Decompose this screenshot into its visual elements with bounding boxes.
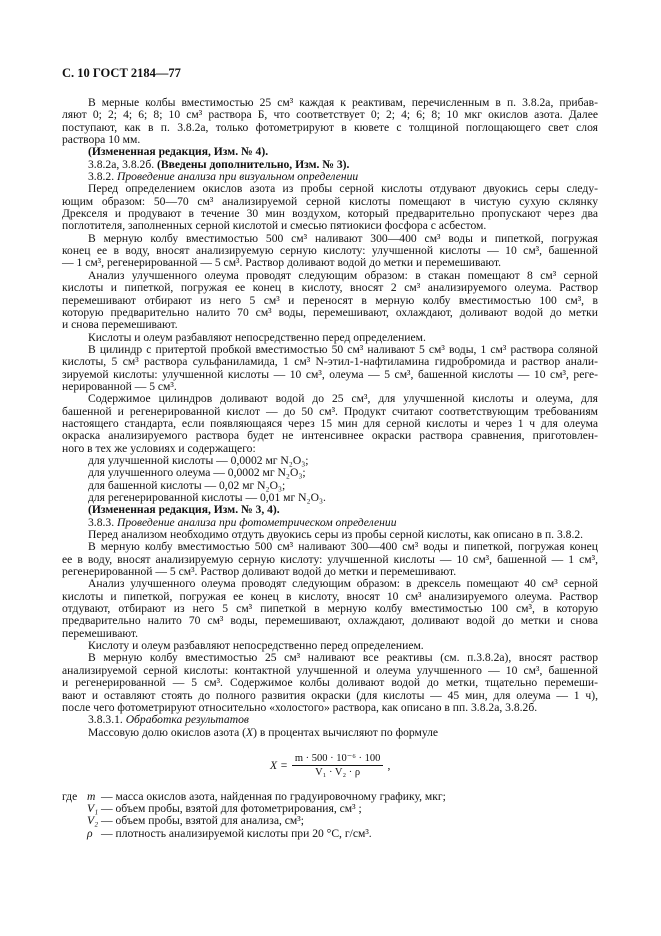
paragraph-line: ного в тех же условиях и содержащего: <box>62 441 256 455</box>
paragraph-line: кислоты и пипеткой, погружая ее конец в кислоту, вносят 2 см³ анализируемого олеума. Раствор <box>62 281 598 295</box>
paragraph-line: Кислоты и олеум разбавляют непосредственно перед определением. <box>88 330 426 344</box>
text-run: 3.8.3. <box>88 515 117 529</box>
italic-text: Проведение анализа при фотометрическом определении <box>116 515 397 529</box>
paragraph-line: нерированной — 5 см³. <box>62 379 177 393</box>
legend-symbol: V₂ <box>87 814 99 828</box>
paragraph-line: кислоты, 5 см³ раствора сульфаниламида, 1 см³ N-этил-1-нафтиламина гидробромида и раствор анали- <box>62 355 598 369</box>
paragraph-line: которую предварительно налито 70 см³ воды, перемешивают, охлаждают, доливают водой до метки <box>62 305 598 319</box>
paragraph-line: башенной и регенерированной кислот — до 50 см³. Продукт считают соответствующим требованиям <box>62 404 598 418</box>
paragraph-line: для регенерированной кислоты — 0,01 мг N₂O₃. <box>88 491 326 504</box>
paragraph-line: предварительно налито 70 см³ воды, перемешивают, охлаждают, доливают водой до метки и снова <box>62 614 598 628</box>
legend-text: — объем пробы, взятой для анализа, см³; <box>101 814 304 828</box>
paragraph-line: конец ее в воду, вносят анализируемую серную кислоту: улучшенной кислоты — 10 см³, башенной <box>62 244 598 258</box>
bold-text: (Измененная редакция, Изм. № 4). <box>88 145 269 159</box>
legend-symbol: V₁ <box>87 802 99 816</box>
paragraph-line: В мерную колбу вместимостью 500 см³ наливают 300—400 см³ воды и пипеткой, погружая конец <box>88 540 598 554</box>
paragraph-line: зируемой кислоты: улучшенной кислоты — 10 см³, олеума — 5 см³, башенной кислоты — 10 см³, реге- <box>62 367 598 381</box>
paragraph-line: перемешивают отбирают из него 5 см³ и переносят в мерную колбу вместимостью 100 см³, в <box>62 293 598 307</box>
text-run: Массовую долю окислов азота ( <box>88 725 247 739</box>
paragraph-line: Анализ улучшенного олеума проводят следующим образом: в дрексель помещают 40 см³ серной <box>88 577 598 591</box>
legend-row <box>62 815 446 827</box>
italic-text: Проведение анализа при визуальном определении <box>116 170 359 184</box>
text-run: 3.8.2. <box>88 170 117 184</box>
formula-lhs: X = <box>270 758 288 772</box>
text-run: ) в процентах вычисляют по формуле <box>253 725 439 739</box>
paragraph-line: отдувают, отбирают из него 5 см³ пипеткой в мерную колбу вместимостью 100 см³, в которую <box>62 602 598 616</box>
paragraph-line: после чего фотометрируют относительно «холостого» раствора, как описано в пп. 3.8.2а, 3.8.2б. <box>62 700 538 714</box>
paragraph-line: поглотителя, заполненных серной кислотой и смесью пятиокиси фосфора с асбестом. <box>62 219 487 233</box>
paragraph-line: раствора 10 мм. <box>62 133 141 147</box>
legend-text: — объем пробы, взятой для фотометрирования, см³ ; <box>101 802 362 816</box>
paragraph-line: поступают, как в п. 3.8.2а, только фотометрируют в кювете с толщиной поглощающего свет слоя <box>62 120 598 134</box>
legend-text: — масса окислов азота, найденная по градуировочному графику, мкг; <box>101 790 446 803</box>
paragraph-line: перемешивают. <box>62 626 138 640</box>
paragraph-line: Анализ улучшенного олеума проводят следующим образом: в стакан помещают 8 см³ серной <box>88 268 598 282</box>
paragraph-line <box>62 727 598 739</box>
paragraph-line: Дрекселя и продувают в течение 30 мин воздухом, который предварительно пропускают через два <box>62 207 598 221</box>
legend-text: — плотность анализируемой кислоты при 20 °С, г/см³. <box>101 826 372 840</box>
paragraph-line: для башенной кислоты — 0,02 мг N₂O₃; <box>88 478 286 492</box>
italic-text: X <box>246 725 254 739</box>
paragraph-line: Содержимое цилиндров доливают водой до 25 см³, для улучшенной кислоты и олеума, для <box>88 392 598 406</box>
bold-text: (Введены дополнительно, Изм. № 3). <box>157 157 350 171</box>
paragraph-line: ее в воду, вносят анализируемую серную кислоту: улучшенной кислоты — 10 см³, башенной — 1 см³, <box>62 552 598 566</box>
paragraph-line: и регенерированной — 5 см³. Содержимое колбы доливают водой до метки, тщательно перемеши- <box>62 676 598 690</box>
paragraph-line: ляют 0; 2; 4; 6; 8; 10 см³ раствора Б, что соответствует 0; 2; 4; 6; 8; 10 мкг окислов азота. Далее <box>62 108 598 122</box>
paragraph-line: вают и оставляют стоять до полного развития окраски (для кислоты — 45 мин, для олеума — 1 ч), <box>62 688 598 702</box>
paragraph-line: для улучшенной кислоты — 0,0002 мг N₂O₃; <box>88 453 309 467</box>
formula-fraction <box>292 752 384 778</box>
formula-denominator: V₁ · V₂ · ρ <box>315 767 361 778</box>
paragraph-line: анализируемой серной кислоты: контактной улучшенной и олеума улучшенного — 10 см³, башенной <box>62 663 598 677</box>
legend-symbol: m <box>87 790 96 803</box>
paragraph-line: В мерную колбу вместимостью 500 см³ наливают 300—400 см³ воды и пипеткой, погружая <box>88 231 598 245</box>
paragraph-line: и снова перемешивают. <box>62 318 178 332</box>
text-run: 3.8.2а, 3.8.2б. <box>88 157 158 171</box>
legend-symbol: ρ <box>87 826 93 840</box>
paragraph-line: Перед определением окислов азота из пробы серной кислоты отдувают двуокись серы следу- <box>88 182 598 196</box>
document-body <box>62 97 598 739</box>
formula-trail: , <box>387 758 391 772</box>
paragraph-line: окраска анализируемого раствора будет не интенсивнее окраски раствора сравнения, приготовлен- <box>62 429 598 443</box>
variable-legend <box>62 791 446 840</box>
paragraph-line: В мерные колбы вместимостью 25 см³ каждая к реактивам, перечисленным в п. 3.8.2а, прибав- <box>88 96 598 109</box>
formula <box>270 752 390 778</box>
where-label: где <box>62 790 78 803</box>
text-run: 3.8.3.1. <box>88 713 126 727</box>
paragraph-line: для улучшенного олеума — 0,0002 мг N₂O₃; <box>88 466 306 480</box>
paragraph-line: Перед анализом необходимо отдуть двуокись серы из пробы серной кислоты, как описано в п. 3.8.2. <box>88 528 584 542</box>
paragraph-line: В цилиндр с притертой пробкой вместимостью 50 см³ наливают 5 см³ воды, 1 см³ раствора соляной <box>88 342 598 356</box>
page-header: С. 10 ГОСТ 2184—77 <box>62 66 181 80</box>
paragraph-line: ющим образом: 50—70 см³ анализируемой серной кислоты помещают в чистую сухую склянку <box>62 194 598 208</box>
bold-text: (Измененная редакция, Изм. № 3, 4). <box>88 503 280 517</box>
formula-numerator: m · 500 · 10⁻⁶ · 100 <box>292 752 384 766</box>
paragraph-line: Кислоту и олеум разбавляют непосредственно перед определением. <box>88 639 424 653</box>
paragraph-line: регенерированной — 5 см³. Раствор доливают водой до метки и перемешивают. <box>62 565 457 579</box>
paragraph-line: — 1 см³, регенерированной — 5 см³. Раствор доливают водой до метки и перемешивают. <box>62 256 502 270</box>
paragraph-line: настоящего стандарта, если появляющаяся через 15 мин для серной кислоты и через 1 ч для олеума <box>62 416 598 430</box>
paragraph-line: В мерную колбу вместимостью 25 см³ наливают все реактивы (см. п.3.8.2а), вносят раствор <box>88 651 598 665</box>
legend-row <box>62 828 446 840</box>
italic-text: Обработка результатов <box>125 713 249 727</box>
paragraph-line: кислоты и пипеткой, погружая ее конец в кислоту, вносят 10 см³ анализируемого олеума. Раствор <box>62 589 598 603</box>
